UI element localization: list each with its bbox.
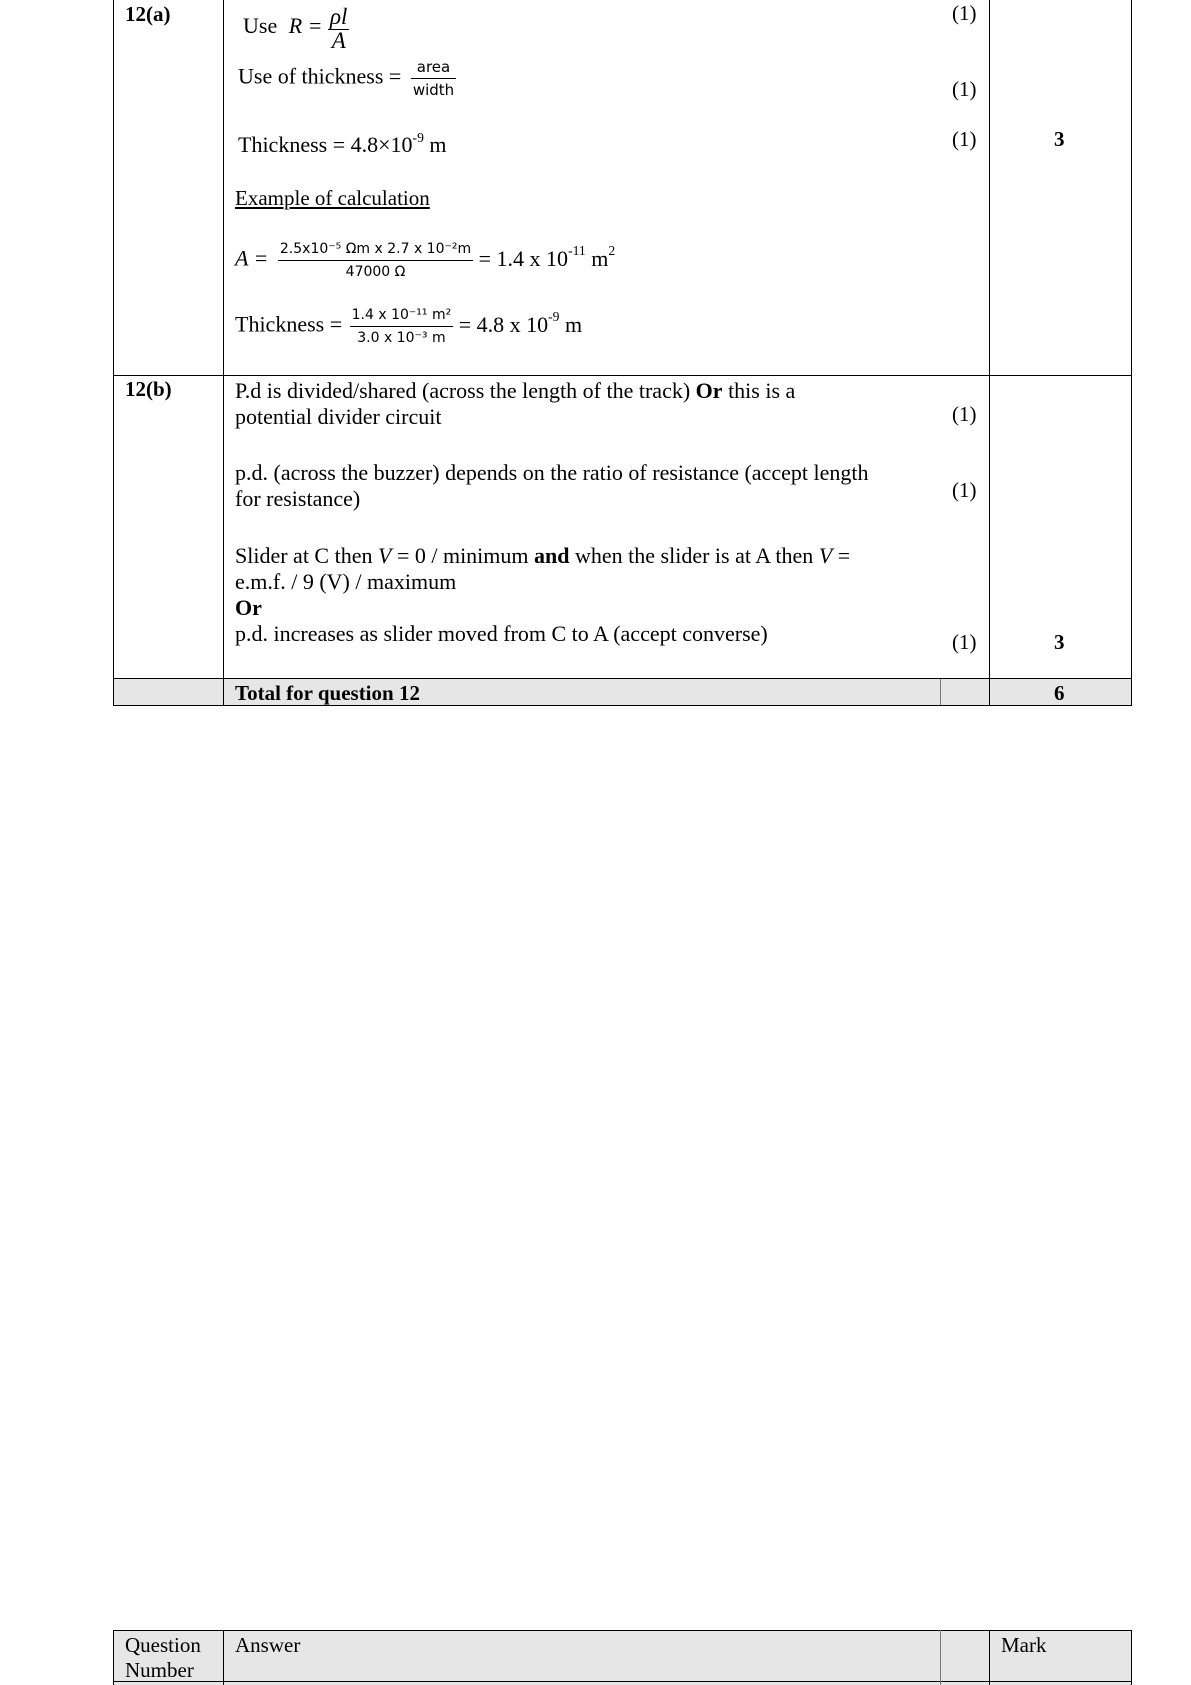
answer-12b-p3-text-c: when the slider is at A then <box>569 543 819 568</box>
answer-12b-point-3-line-4: p.d. increases as slider moved from C to A (accept converse) <box>235 621 768 646</box>
table-border-left <box>113 0 114 706</box>
question-label-12a: 12(a) <box>125 2 171 26</box>
formula-resistance <box>243 4 349 52</box>
calc-thickness <box>235 304 582 349</box>
answer-12b-point-2-line-1: p.d. (across the buzzer) depends on the ratio of resistance (accept length <box>235 460 869 485</box>
header-question-number-line-1: Question <box>125 1633 201 1657</box>
formula-r-denominator: A <box>331 28 346 53</box>
question-label-12b: 12(b) <box>125 377 172 401</box>
total-12b: 3 <box>1054 630 1065 654</box>
answer-12b-p3-v2: V <box>818 543 833 568</box>
formula-r-numerator: ρl <box>330 4 348 29</box>
formula-r-fraction <box>328 4 349 52</box>
calc-area <box>235 238 615 283</box>
thickness-result <box>238 129 447 158</box>
answer-12b-point-2 <box>235 460 868 512</box>
answer-12b-point-3 <box>235 543 850 647</box>
header-question-number-line-2: Number <box>125 1658 194 1682</box>
table-border-right <box>1131 0 1132 706</box>
mark-12a-1: (1) <box>952 1 977 25</box>
header-answer: Answer <box>235 1633 301 1657</box>
calc-thickness-fraction <box>350 304 454 349</box>
calc-thickness-result-text: = 4.8 x 10 <box>458 311 549 337</box>
row-divider-12a-12b <box>113 375 1132 376</box>
calc-area-numerator: 2.5x10⁻⁵ Ωm x 2.7 x 10⁻²m <box>278 238 473 261</box>
answer-12b-point-1-line-1 <box>235 378 795 404</box>
formula-thickness-lhs: Use of thickness = <box>238 63 402 89</box>
calc-area-result-exponent: -11 <box>568 243 586 259</box>
mark-12b-1: (1) <box>952 402 977 426</box>
calc-area-result-unit: m <box>585 245 609 271</box>
formula-use-prefix: Use <box>243 13 278 39</box>
calc-area-result <box>478 243 616 271</box>
formula-r-lhs: R = <box>288 13 323 39</box>
example-heading: Example of calculation <box>235 186 430 210</box>
header-divider-mark <box>989 1630 990 1685</box>
calc-thickness-result-unit: m <box>559 311 583 337</box>
answer-12b-p1-text-a: P.d is divided/shared (across the length of the track) <box>235 378 696 403</box>
answer-12b-point-3-or: Or <box>235 595 262 620</box>
mark-12b-3: (1) <box>952 630 977 654</box>
total-row-label: Total for question 12 <box>235 681 420 705</box>
formula-thickness-numerator: area <box>411 56 456 79</box>
answer-12b-p3-v1: V <box>377 543 392 568</box>
calc-area-fraction <box>278 238 473 283</box>
table-divider-mark-sub <box>940 678 941 706</box>
header-divider-question <box>223 1630 224 1685</box>
answer-12b-p1-text-b: this is a <box>722 378 796 403</box>
header-border-top <box>113 1630 1132 1631</box>
calc-area-result-unit-exponent: 2 <box>608 243 616 259</box>
header-border-left <box>113 1630 114 1685</box>
answer-12b-p3-text-a: Slider at C then <box>235 543 378 568</box>
answer-12b-point-3-line-2: e.m.f. / 9 (V) / maximum <box>235 569 457 594</box>
total-row-value: 6 <box>1054 681 1065 705</box>
total-12a: 3 <box>1054 127 1065 151</box>
thickness-result-text: Thickness = 4.8×10 <box>238 132 413 157</box>
mark-12a-2: (1) <box>952 77 977 101</box>
calc-thickness-lhs: Thickness = <box>235 311 343 337</box>
table-divider-mark <box>989 0 990 706</box>
answer-12b-point-3-line-1 <box>235 543 850 569</box>
thickness-result-exponent: -9 <box>412 129 424 145</box>
calc-thickness-numerator: 1.4 x 10⁻¹¹ m² <box>350 304 454 327</box>
thickness-result-unit: m <box>423 132 447 157</box>
calc-area-result-text: = 1.4 x 10 <box>478 245 569 271</box>
header-border-bottom <box>113 1681 1132 1682</box>
answer-12b-p3-text-b: = 0 / minimum <box>391 543 535 568</box>
answer-12b-p3-text-d: = <box>832 543 851 568</box>
formula-thickness <box>238 56 456 101</box>
calc-area-lhs: A = <box>235 245 269 271</box>
table-divider-question <box>223 0 224 706</box>
calc-thickness-denominator: 3.0 x 10⁻³ m <box>357 330 446 346</box>
calc-thickness-result <box>458 309 583 337</box>
answer-12b-point-1 <box>235 378 795 430</box>
formula-thickness-denominator: width <box>412 81 455 99</box>
header-border-right <box>1131 1630 1132 1685</box>
header-mark: Mark <box>1001 1633 1047 1657</box>
row-divider-total <box>113 678 1132 679</box>
answer-12b-point-1-line-2: potential divider circuit <box>235 404 442 429</box>
answer-12b-point-2-line-2: for resistance) <box>235 486 361 511</box>
header-divider-sub <box>940 1630 941 1685</box>
formula-thickness-fraction <box>411 56 456 101</box>
calc-thickness-result-exponent: -9 <box>548 309 560 325</box>
calc-area-denominator: 47000 Ω <box>345 264 406 280</box>
header-question-number <box>125 1633 201 1683</box>
answer-12b-p3-and: and <box>534 543 570 568</box>
answer-12b-p1-or: Or <box>695 378 723 403</box>
mark-12b-2: (1) <box>952 478 977 502</box>
mark-12a-3: (1) <box>952 127 977 151</box>
